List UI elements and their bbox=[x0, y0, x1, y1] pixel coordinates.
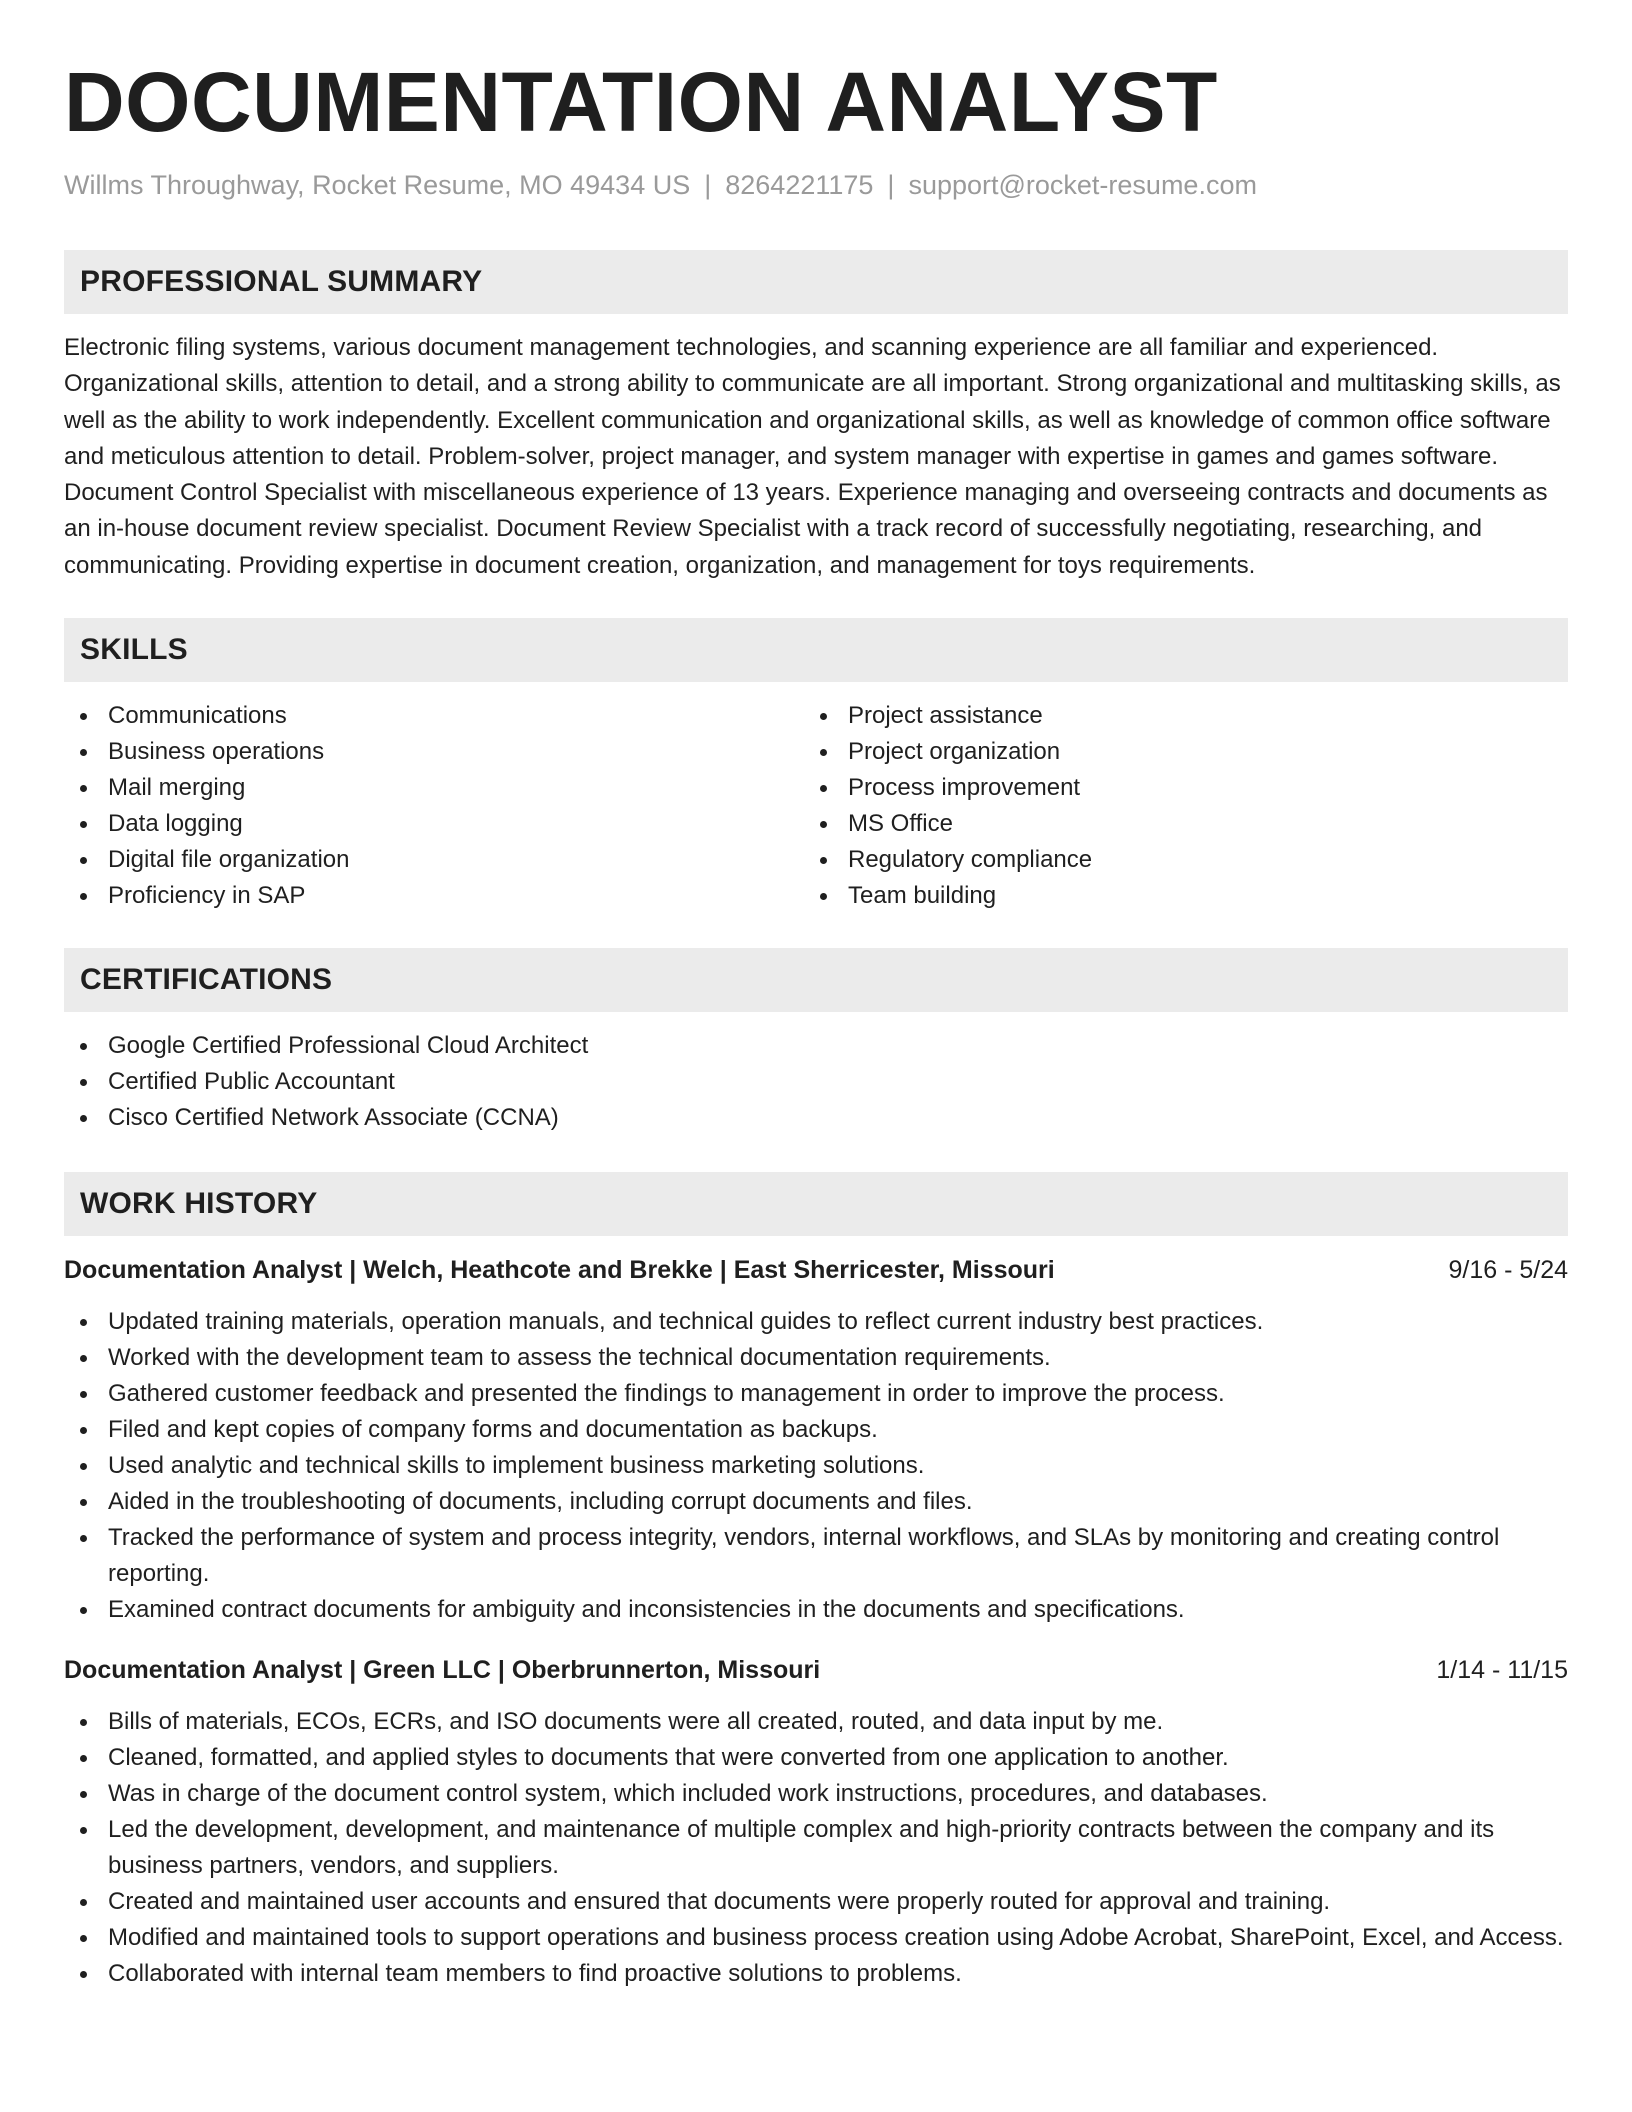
section-header-summary: PROFESSIONAL SUMMARY bbox=[64, 250, 1568, 314]
job-dates: 1/14 - 11/15 bbox=[1436, 1656, 1568, 1685]
job-bullet: Filed and kept copies of company forms and documentation as backups. bbox=[64, 1412, 1568, 1448]
skill-item: MS Office bbox=[804, 806, 1544, 842]
skill-item: Proficiency in SAP bbox=[64, 878, 804, 914]
skill-item: Business operations bbox=[64, 734, 804, 770]
skill-item: Communications bbox=[64, 698, 804, 734]
job-bullet: Modified and maintained tools to support operations and business process creation using Adobe Acrobat, SharePoint, Excel, and Access. bbox=[64, 1920, 1568, 1956]
job-bullet: Created and maintained user accounts and ensured that documents were properly routed for approval and training. bbox=[64, 1884, 1568, 1920]
summary-text: Electronic filing systems, various document management technologies, and scanning experience are all familiar and experienced. Organizational skills, attention to detail, and a strong ability to communicate are all important. Strong organizational and multitasking skills, as well as the ability to work independently. Excellent communication and organizational skills, as well as knowledge of common office software and meticulous attention to detail. Problem-solver, project manager, and system manager with expertise in games and games software. Document Control Specialist with miscellaneous experience of 13 years. Experience managing and overseeing contracts and documents as an in-house document review specialist. Document Review Specialist with a track record of successfully negotiating, researching, and communicating. Providing expertise in document creation, organization, and management for toys requirements. bbox=[64, 334, 1561, 579]
certification-item: Cisco Certified Network Associate (CCNA) bbox=[64, 1100, 1568, 1136]
job-bullets bbox=[64, 1704, 1568, 1992]
job-bullet: Collaborated with internal team members to find proactive solutions to problems. bbox=[64, 1956, 1568, 1992]
skill-item: Project assistance bbox=[804, 698, 1544, 734]
skill-item: Team building bbox=[804, 878, 1544, 914]
job-bullets bbox=[64, 1304, 1568, 1628]
certification-item: Google Certified Professional Cloud Architect bbox=[64, 1028, 1568, 1064]
section-header-work-history: WORK HISTORY bbox=[64, 1172, 1568, 1236]
section-header-certifications: CERTIFICATIONS bbox=[64, 948, 1568, 1012]
job-bullet: Led the development, development, and maintenance of multiple complex and high-priority contracts between the company and its business partners, vendors, and suppliers. bbox=[64, 1812, 1568, 1884]
section-header-skills: SKILLS bbox=[64, 618, 1568, 682]
contact-line bbox=[64, 168, 1568, 202]
job-bullet: Tracked the performance of system and process integrity, vendors, internal workflows, and SLAs by monitoring and creating control reporting. bbox=[64, 1520, 1568, 1592]
certification-item: Certified Public Accountant bbox=[64, 1064, 1568, 1100]
job-bullet: Bills of materials, ECOs, ECRs, and ISO documents were all created, routed, and data input by me. bbox=[64, 1704, 1568, 1740]
skill-item: Mail merging bbox=[64, 770, 804, 806]
certifications-list bbox=[64, 1028, 1568, 1136]
skill-item: Project organization bbox=[804, 734, 1544, 770]
job-bullet: Cleaned, formatted, and applied styles to documents that were converted from one application to another. bbox=[64, 1740, 1568, 1776]
skills-grid bbox=[64, 698, 1568, 914]
job-bullet: Worked with the development team to assess the technical documentation requirements. bbox=[64, 1340, 1568, 1376]
contact-phone: 8264221175 bbox=[725, 170, 874, 200]
skill-item: Data logging bbox=[64, 806, 804, 842]
job-header bbox=[64, 1652, 1568, 1688]
job-entry bbox=[64, 1652, 1568, 1992]
job-title: Documentation Analyst | Welch, Heathcote and Brekke | East Sherricester, Missouri bbox=[64, 1256, 1055, 1285]
skills-list-left bbox=[64, 698, 804, 914]
contact-separator: | bbox=[704, 170, 712, 200]
resume-title: DOCUMENTATION ANALYST bbox=[64, 55, 1218, 149]
job-bullet: Aided in the troubleshooting of documents, including corrupt documents and files. bbox=[64, 1484, 1568, 1520]
contact-address: Willms Throughway, Rocket Resume, MO 49434 US bbox=[64, 170, 691, 200]
job-bullet: Gathered customer feedback and presented the findings to management in order to improve the process. bbox=[64, 1376, 1568, 1412]
job-bullet: Updated training materials, operation manuals, and technical guides to reflect current industry best practices. bbox=[64, 1304, 1568, 1340]
job-entry bbox=[64, 1252, 1568, 1628]
job-title: Documentation Analyst | Green LLC | Oberbrunnerton, Missouri bbox=[64, 1656, 821, 1685]
skill-item: Regulatory compliance bbox=[804, 842, 1544, 878]
skill-item: Digital file organization bbox=[64, 842, 804, 878]
contact-separator: | bbox=[887, 170, 895, 200]
job-bullet: Used analytic and technical skills to implement business marketing solutions. bbox=[64, 1448, 1568, 1484]
job-bullet: Was in charge of the document control system, which included work instructions, procedures, and databases. bbox=[64, 1776, 1568, 1812]
contact-email[interactable]: support@rocket-resume.com bbox=[908, 170, 1257, 200]
skill-item: Process improvement bbox=[804, 770, 1544, 806]
job-bullet: Examined contract documents for ambiguity and inconsistencies in the documents and specifications. bbox=[64, 1592, 1568, 1628]
job-dates: 9/16 - 5/24 bbox=[1448, 1256, 1568, 1285]
skills-list-right bbox=[804, 698, 1544, 914]
job-header bbox=[64, 1252, 1568, 1288]
